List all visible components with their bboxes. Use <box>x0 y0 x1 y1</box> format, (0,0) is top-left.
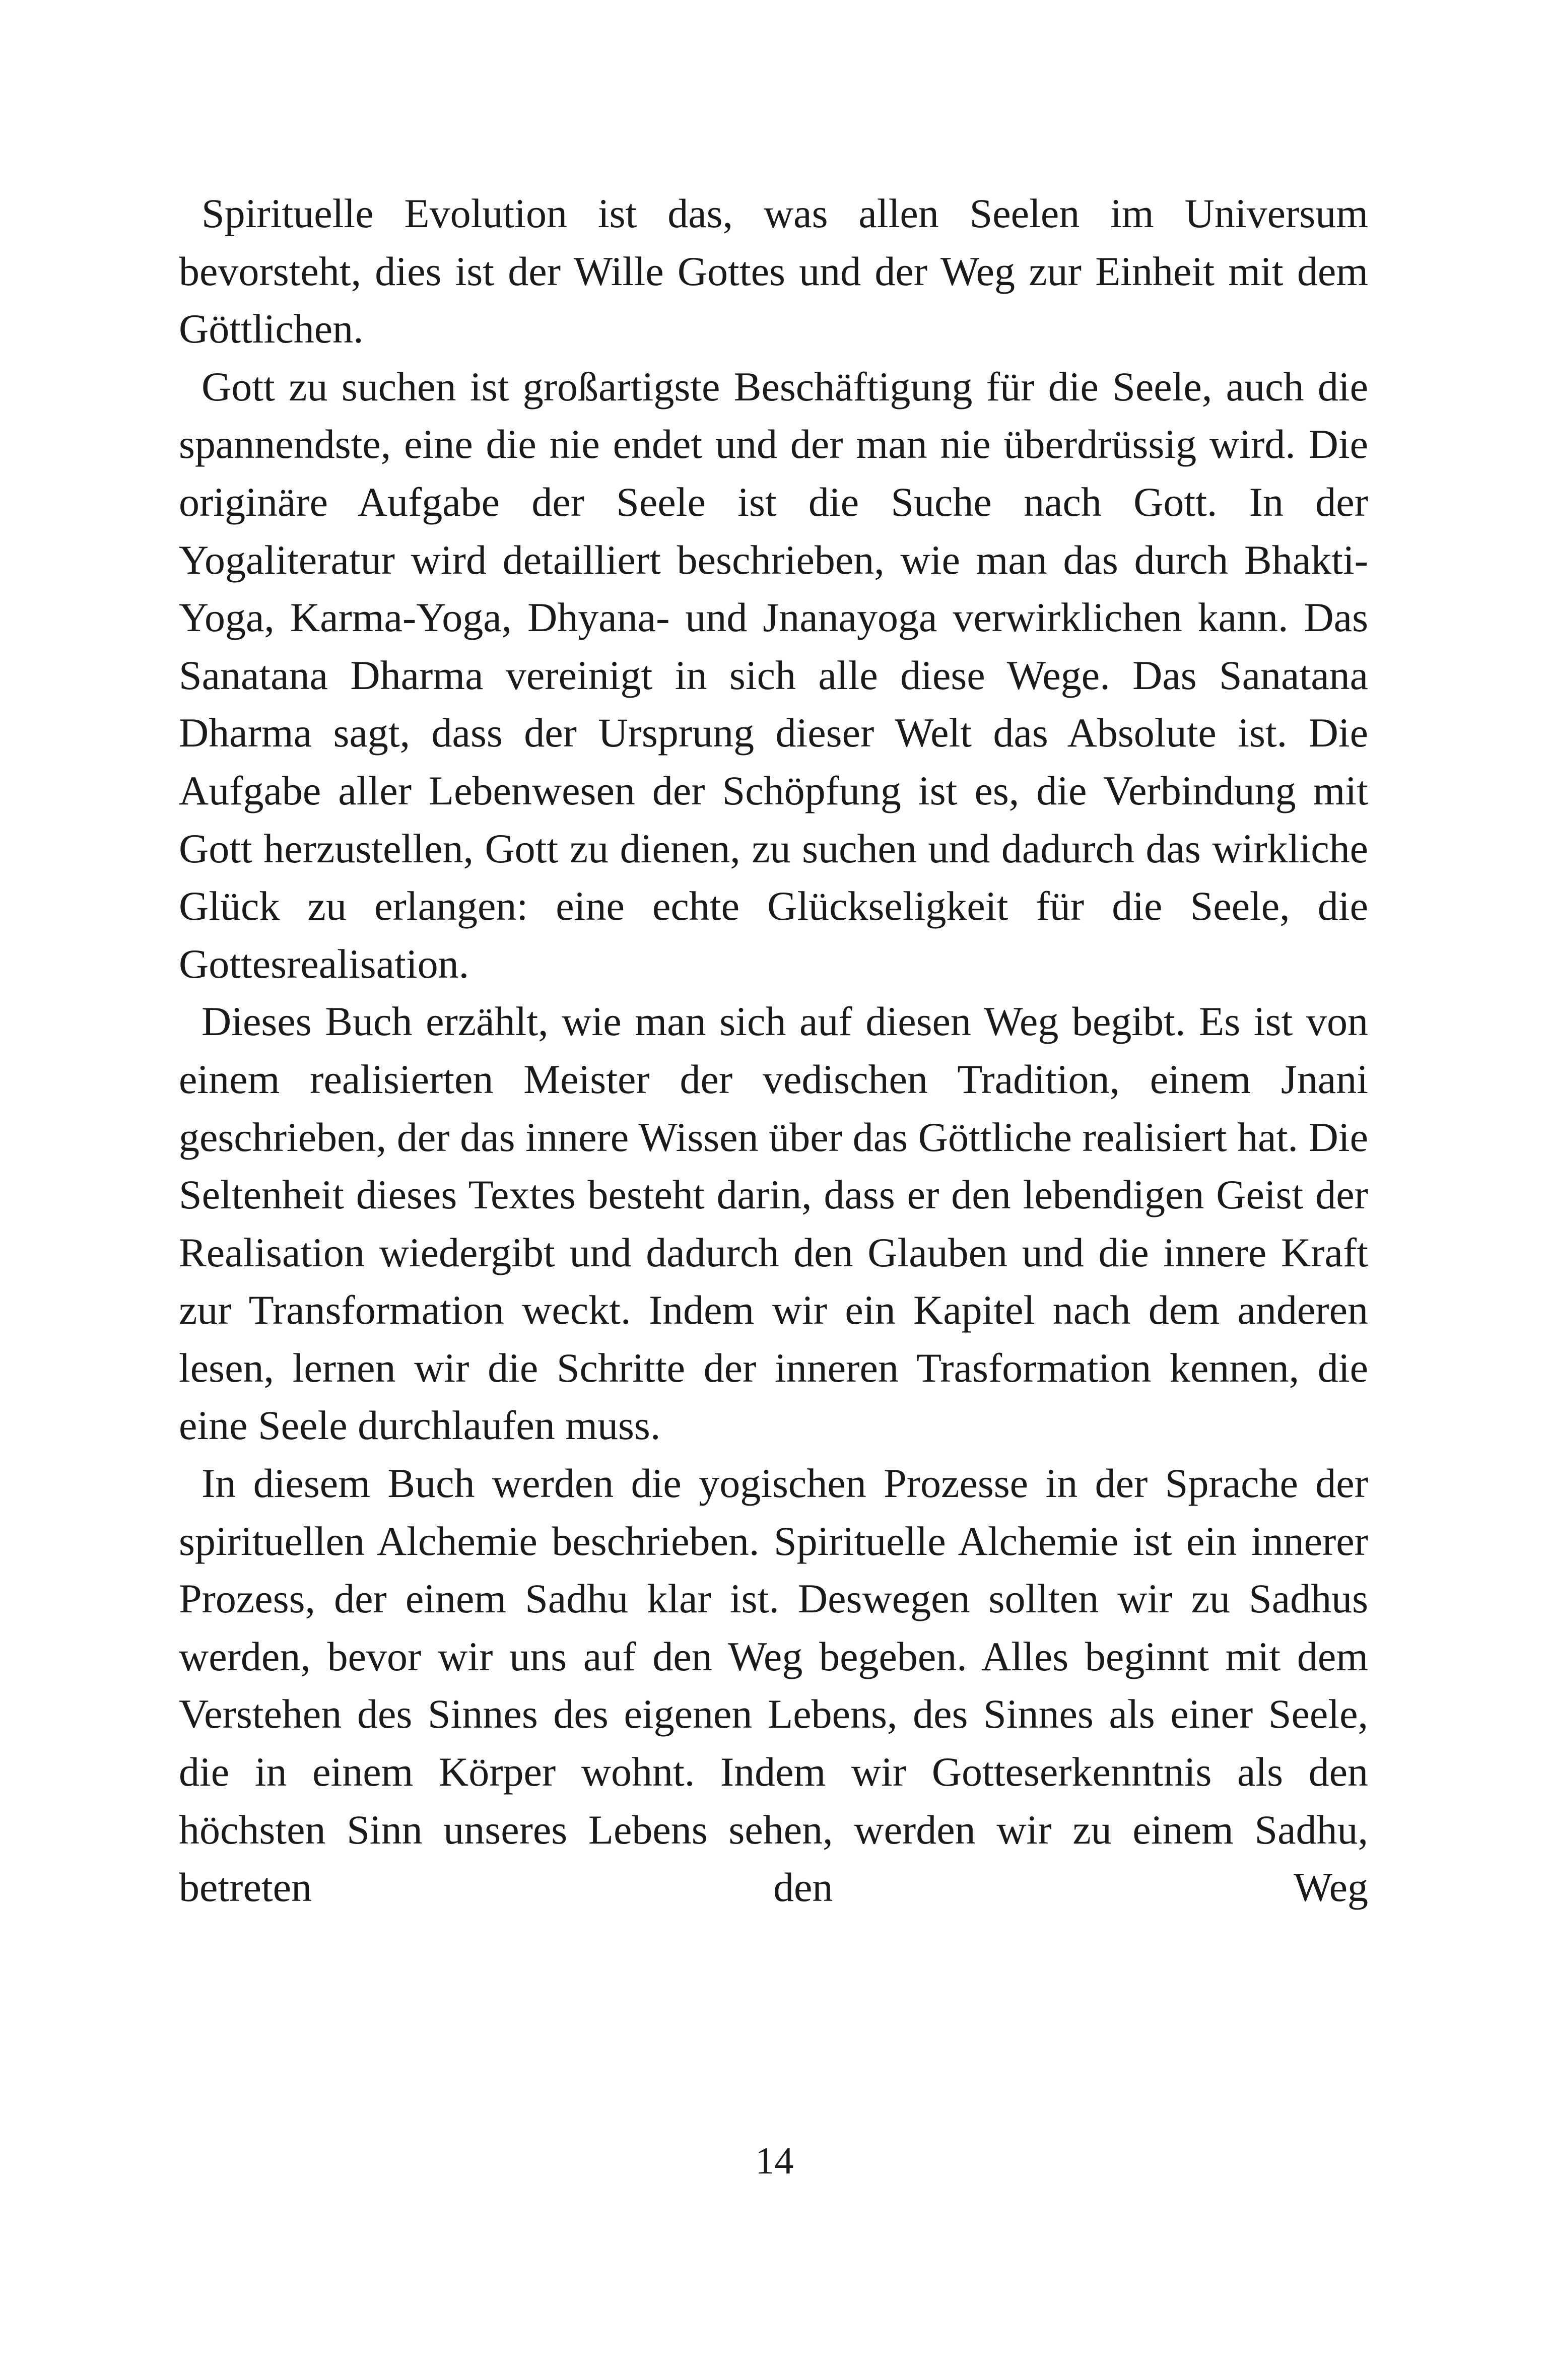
page-number: 14 <box>755 2140 794 2182</box>
paragraph-3: Dieses Buch erzählt, wie man sich auf diesen Weg begibt. Es ist von einem realisierten Meister der vedischen Tradition, einem Jnani geschrieben, der das innere Wissen über das Göttliche realisiert hat. Die Seltenheit dieses Textes besteht darin, dass er den lebendigen Geist der Realisation wiedergibt und dadurch den Glauben und die innere Kraft zur Transformation weckt. Indem wir ein Kapitel nach dem anderen lesen, lernen wir die Schritte der inneren Trasformation kennen, die eine Seele durchlaufen muss. <box>179 998 1368 1449</box>
paragraph-4: In diesem Buch werden die yogischen Prozesse in der Sprache der spirituellen Alchemie beschrieben. Spirituelle Alchemie ist ein innerer Prozess, der einem Sadhu klar ist. Deswegen sollten wir zu Sadhus werden, bevor wir uns auf den Weg begeben. Alles beginnt mit dem Verstehen des Sinnes des eigenen Lebens, des Sinnes als einer Seele, die in einem Körper wohnt. Indem wir Gotteserkenntnis als den höchsten Sinn unseres Lebens sehen, werden wir zu einem Sadhu, betreten den Weg <box>179 1460 1368 1911</box>
body-text <box>179 185 1368 1917</box>
paragraph-1: Spirituelle Evolution ist das, was allen Seelen im Universum bevorsteht, dies ist der Wille Gottes und der Weg zur Einheit mit dem Göttlichen. <box>179 190 1368 352</box>
paragraph-2: Gott zu suchen ist großartigste Beschäftigung für die Seele, auch die spannendste, eine die nie endet und der man nie überdrüssig wird. Die originäre Aufgabe der Seele ist die Suche nach Gott. In der Yogaliteratur wird detailliert beschrieben, wie man das durch Bhakti-Yoga, Karma-Yoga, Dhyana- und Jnanayoga verwirklichen kann. Das Sanatana Dharma vereinigt in sich alle diese Wege. Das Sanatana Dharma sagt, dass der Ursprung dieser Welt das Absolute ist. Die Aufgabe aller Lebenwesen der Schöpfung ist es, die Verbindung mit Gott herzustellen, Gott zu dienen, zu suchen und dadurch das wirkliche Glück zu erlangen: eine echte Glückseligkeit für die Seele, die Gottesrealisation. <box>179 363 1368 987</box>
